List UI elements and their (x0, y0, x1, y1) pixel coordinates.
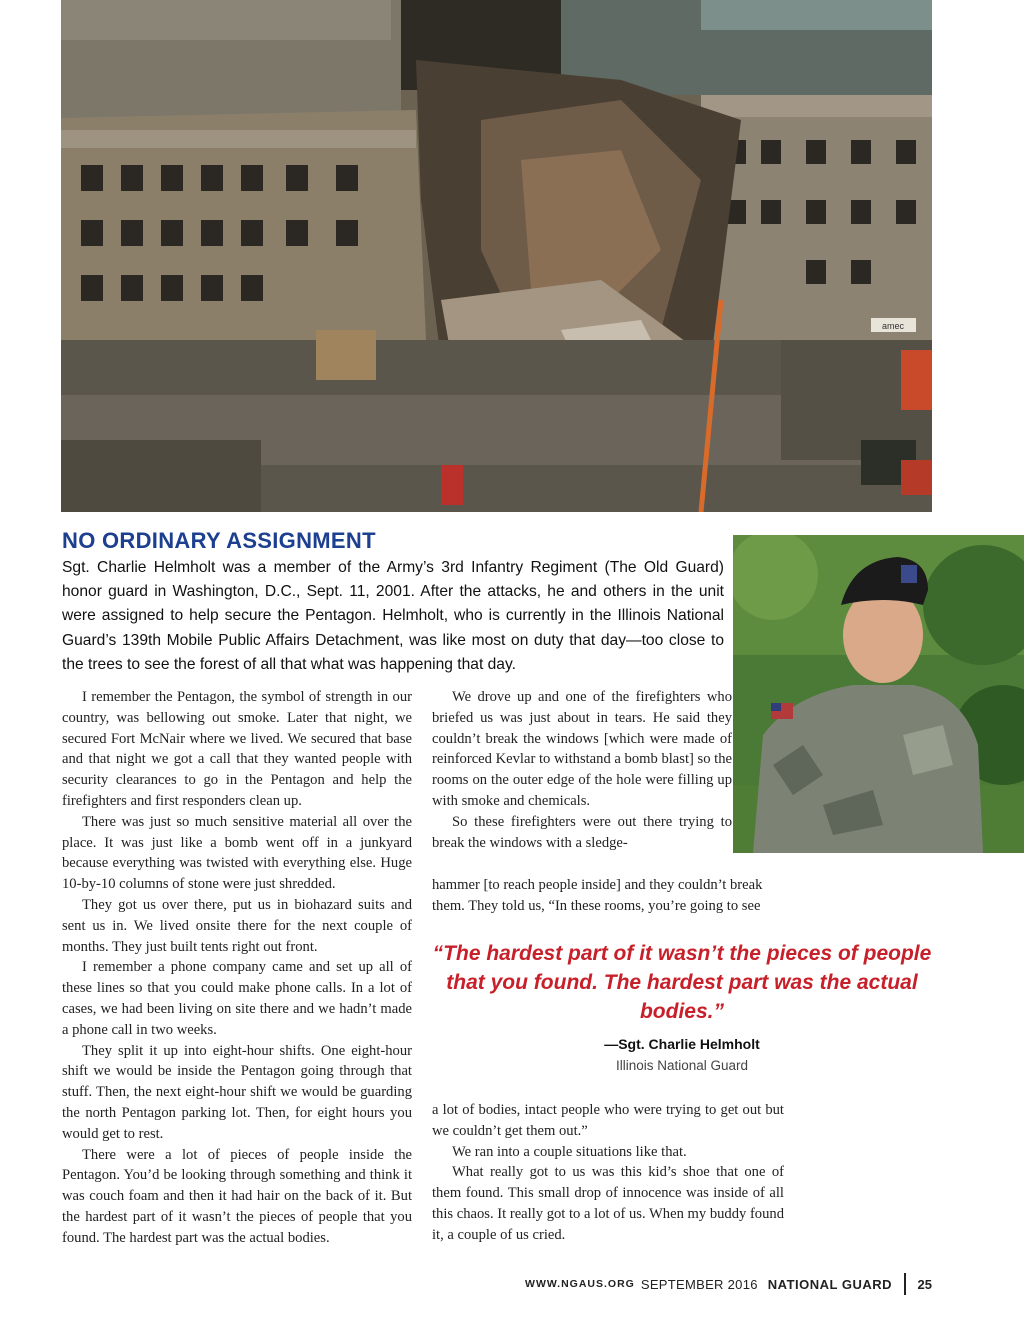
paragraph: There were a lot of pieces of people inside the Pentagon. You’d be looking through something and think it was couch foam and then it had hair on the back of it. But the hardest part of it wasn’t the pieces of people that you found. The hardest part was the actual bodies. (62, 1146, 412, 1246)
quote-attribution-name: —Sgt. Charlie Helmholt (604, 1036, 760, 1052)
paragraph: So these firefighters were out there trying to break the windows with a sledge- (432, 813, 732, 851)
body-column-right-top (432, 687, 732, 853)
pentagon-damage-photo (61, 0, 932, 512)
soldier-portrait-photo (733, 535, 1024, 853)
paragraph: I remember a phone company came and set up all of these lines so that you could make phone calls. In a lot of cases, we had been living on site there and we hadn’t made a phone call in two weeks. (62, 959, 412, 1038)
paragraph: They split it up into eight-hour shifts. One eight-hour shift we would be inside the Pentagon going through that stuff. Then, the next eight-hour shift we would be guarding the north Pentagon parking lot. Then, for eight hours you would get to rest. (62, 1042, 412, 1142)
footer-divider (904, 1273, 906, 1295)
paragraph: a lot of bodies, intact people who were trying to get out but we couldn’t get them out.” (432, 1102, 784, 1139)
paragraph: I remember the Pentagon, the symbol of strength in our country, was bellowing out smoke. Later that night, we secured Fort McNair where we lived. We secured that base and that night we got a call that they wanted people with security clearances to go in the Pentagon and help the firefighters and first responders clean up. (62, 689, 412, 809)
article-headline: NO ORDINARY ASSIGNMENT (62, 528, 376, 553)
body-column-left (62, 687, 412, 1249)
page-footer (500, 1274, 932, 1294)
footer-magazine-title: NATIONAL GUARD (767, 1276, 893, 1292)
paragraph: There was just so much sensitive material all over the place. It was just like a bomb went off in a junkyard because everything was twisted with everything else. Huge 10-by-10 columns of stone were just shredded. (62, 813, 412, 893)
page-number: 25 (917, 1276, 932, 1292)
paragraph: What really got to us was this kid’s shoe that one of them found. This small drop of innocence was inside of all this chaos. It really got to a lot of us. When my buddy found it, a couple of us cried. (432, 1164, 784, 1243)
building-sign: amec (881, 321, 905, 331)
body-line-wide: hammer [to reach people inside] and they couldn’t break (432, 877, 763, 893)
pentagon-photo-graphic (61, 0, 932, 512)
paragraph: We ran into a couple situations like that. (452, 1143, 687, 1160)
footer-date: SEPTEMBER 2016 (640, 1276, 758, 1292)
footer-url: WWW.NGAUS.ORG (525, 1278, 635, 1290)
quote-attribution-org: Illinois National Guard (615, 1058, 749, 1073)
article-intro: Sgt. Charlie Helmholt was a member of the Army’s 3rd Infantry Regiment (The Old Guard) honor guard in Washington, D.C., Sept. 11, 2001. After the attacks, he and others in the unit were assigned to help secure the Pentagon. Helmholt, who is currently in the Illinois National Guard’s 139th Mobile Public Affairs Detachment, was like most on duty that day—too close to the trees to see the forest of all that what was happening that day. (62, 559, 724, 673)
body-line-wide: them. They told us, “In these rooms, you’re going to see (432, 898, 761, 914)
paragraph: They got us over there, put us in biohazard suits and sent us in. We lived onsite there for the next couple of months. They just built tents right out front. (62, 896, 412, 955)
pull-quote: “The hardest part of it wasn’t the pieces of people that you found. The hardest part was the actual bodies.” (432, 942, 932, 1023)
body-column-right-bottom (432, 1100, 784, 1246)
paragraph: We drove up and one of the firefighters who briefed us was just about in tears. He said they couldn’t break the windows [which were made of reinforced Kevlar to withstand a bomb blast] so the rooms on the outer edge of the hole were filling up with smoke and chemicals. (432, 689, 732, 809)
soldier-portrait-graphic (733, 535, 1024, 853)
